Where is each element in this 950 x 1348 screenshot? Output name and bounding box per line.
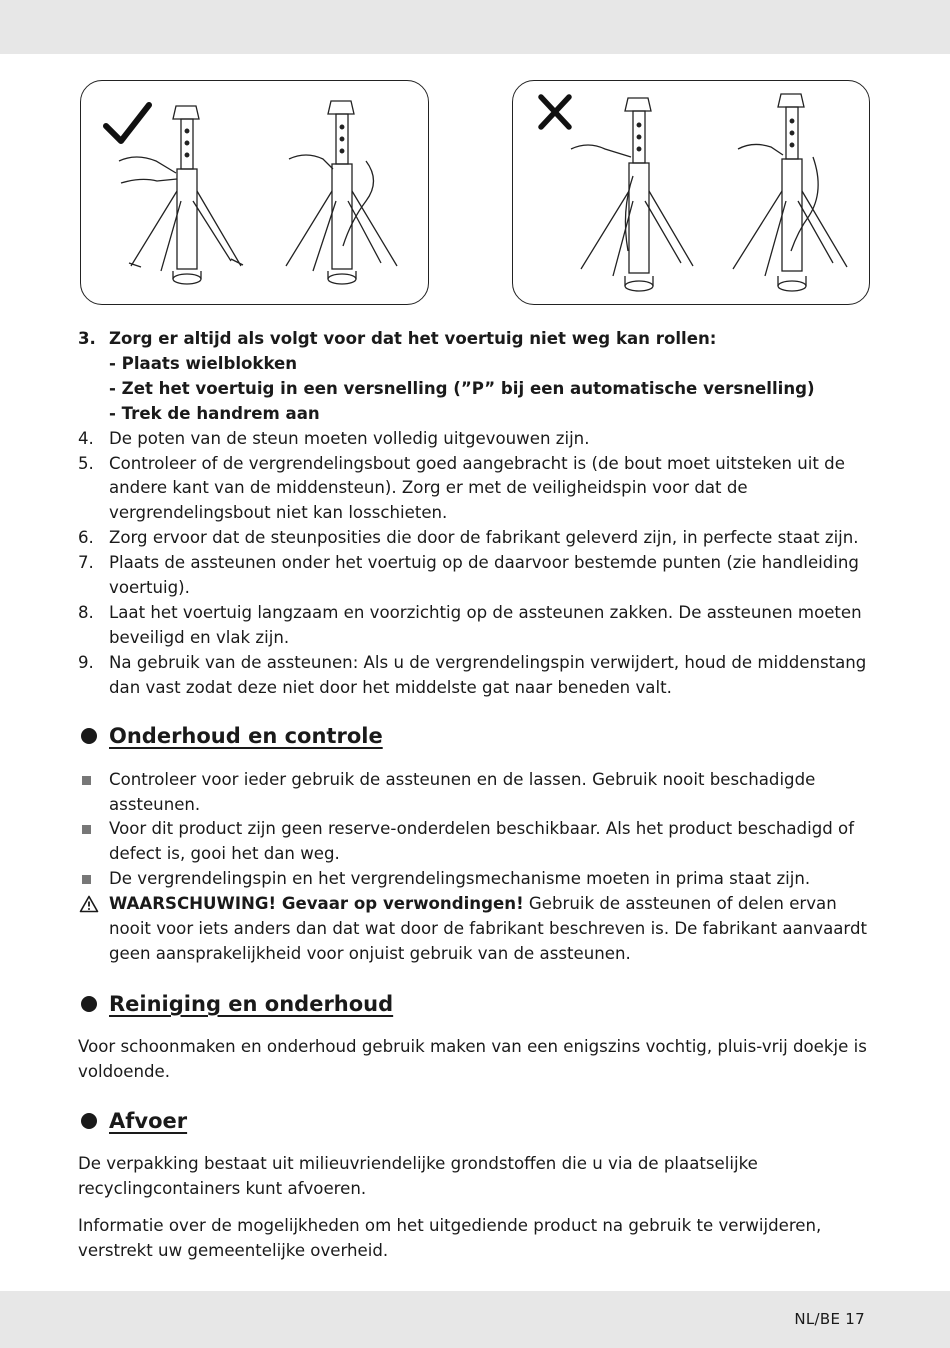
illustration-panel-incorrect [512,80,870,305]
step-number: 3. [78,329,96,348]
axle-stand-drawing-incorrect [513,81,869,304]
list-item-text: Voor dit product zijn geen reserve-onderdelen beschikbaar. Als het product beschadigd of defect is, gooi het dan weg. [109,819,855,864]
list-item-text: Controleer voor ieder gebruik de assteunen en de lassen. Gebruik nooit beschadigde assteunen. [109,769,816,814]
section-heading-disposal [78,1106,868,1136]
list-item [78,768,868,818]
procedure-steps [78,327,868,701]
manual-content [78,327,868,1264]
bullet-dot-icon [81,728,97,744]
step-text: Plaats de assteunen onder het voertuig op de daarvoor bestemde punten (zie handleiding voertuig). [109,553,859,598]
step-text: De poten van de steun moeten volledig uitgevouwen zijn. [109,428,590,448]
section-title: Afvoer [109,1108,188,1133]
step-text: Zorg ervoor dat de steunposities die door de fabrikant geleverd zijn, in perfecte staat zijn. [109,528,859,548]
axle-stand-icon [733,94,847,291]
header-band [0,0,950,54]
axle-stand-drawing-correct [81,81,428,304]
page-number: NL/BE 17 [794,1310,865,1328]
step-subline: - Zet het voertuig in een versnelling (”P” bij een automatische versnelling) [109,378,815,398]
cross-icon [541,97,569,127]
step-4 [78,427,868,452]
list-item-text: De vergrendelingspin en het vergrendelingsmechanisme moeten in prima staat zijn. [109,869,811,889]
step-6 [78,526,868,551]
bullet-dot-icon [81,1113,97,1129]
section-title: Reiniging en onderhoud [109,991,394,1016]
axle-stand-icon [571,98,693,291]
step-5 [78,452,868,527]
axle-stand-icon [119,106,243,284]
warning-triangle-icon [79,895,99,913]
step-text: Controleer of de vergrendelingsbout goed aangebracht is (de bout moet uitsteken uit de andere kant van de middensteun). Zorg er met de veiligheidspin voor dat de vergrendelingsbout niet kan losschieten. [109,453,845,523]
cleaning-paragraph: Voor schoonmaken en onderhoud gebruik maken van een enigszins vochtig, pluis-vrij doekje is voldoende. [78,1036,867,1081]
step-3 [78,327,868,427]
illustration-panel-correct [80,80,429,305]
checkmark-icon [106,105,149,141]
step-number: 4. [78,428,94,448]
step-number: 5. [78,453,94,473]
step-8 [78,601,868,651]
square-bullet-icon [82,825,91,834]
square-bullet-icon [82,776,91,785]
step-number: 9. [78,652,94,672]
warning-label: WAARSCHUWING! Gevaar op verwondingen! [109,894,524,914]
step-subline: - Plaats wielblokken [109,353,298,373]
warning-text: Gebruik de assteunen of delen ervan nooit voor iets anders dan dat wat door de fabrikant beschreven is. De fabrikant aanvaardt geen aansprakelijkheid voor onjuist gebruik van de assteunen. [109,894,867,963]
section-heading-maintenance [78,721,868,751]
disposal-paragraph: Informatie over de mogelijkheden om het uitgediende product na gebruik te verwijderen, verstrekt uw gemeentelijke overheid. [78,1216,822,1261]
maintenance-list [78,768,868,967]
step-text: Na gebruik van de assteunen: Als u de vergrendelingspin verwijdert, houd de middenstang dan vast zodat deze niet door het middelste gat naar beneden valt. [109,652,867,697]
axle-stand-icon [286,101,397,284]
list-item [78,867,868,892]
square-bullet-icon [82,875,91,884]
step-number: 8. [78,602,94,622]
step-number: 7. [78,553,94,573]
bullet-dot-icon [81,996,97,1012]
step-number: 6. [78,528,94,548]
section-heading-cleaning [78,989,868,1019]
warning-item [78,892,868,967]
disposal-paragraph: De verpakking bestaat uit milieuvriendelijke grondstoffen die u via de plaatselijke recyclingcontainers kunt afvoeren. [78,1153,758,1198]
step-subline: - Trek de handrem aan [109,403,320,423]
step-9 [78,651,868,701]
step-7 [78,551,868,601]
list-item [78,817,868,867]
section-title: Onderhoud en controle [109,723,383,748]
step-text: Zorg er altijd als volgt voor dat het voertuig niet weg kan rollen: [109,329,717,348]
step-text: Laat het voertuig langzaam en voorzichtig op de assteunen zakken. De assteunen moeten beveiligd en vlak zijn. [109,602,862,647]
